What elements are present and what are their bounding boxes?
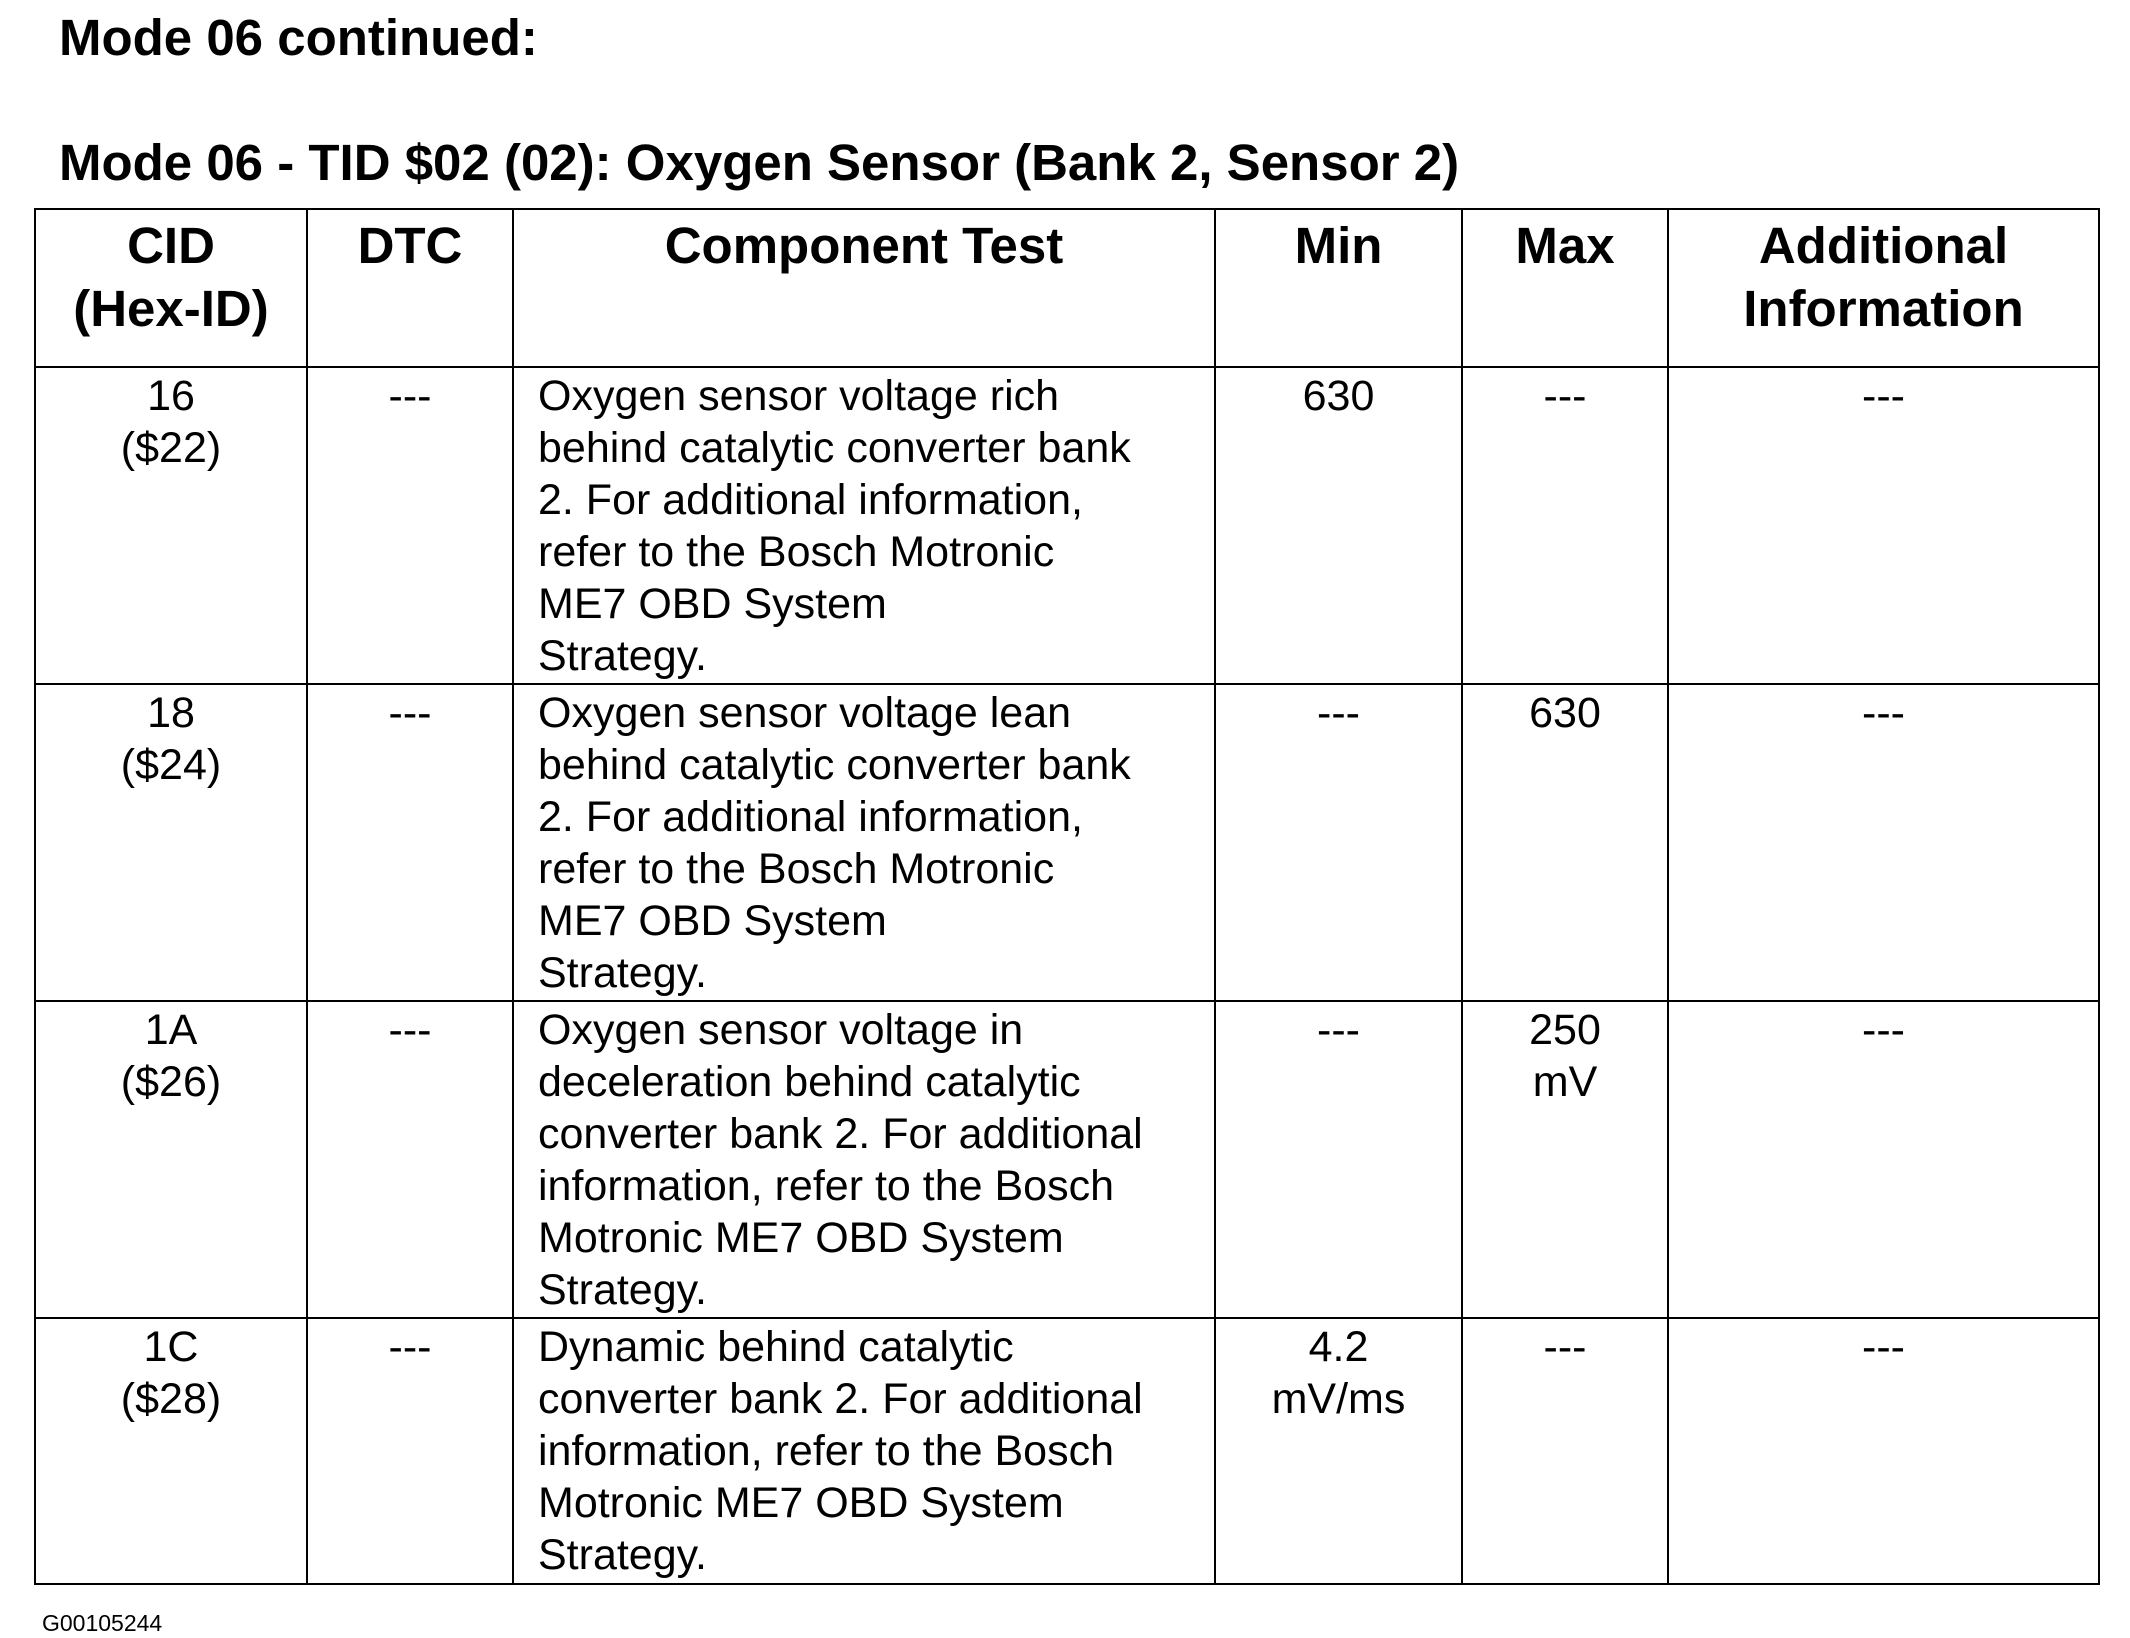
component-test-line: behind catalytic converter bank xyxy=(538,424,1131,472)
cid-cell xyxy=(35,367,307,684)
max-value: --- xyxy=(1543,1323,1587,1371)
min-value: --- xyxy=(1317,689,1360,737)
component-test-line: deceleration behind catalytic xyxy=(538,1058,1081,1106)
min-value: mV/ms xyxy=(1271,1375,1406,1423)
hex-id-value: ($22) xyxy=(120,424,222,472)
table-row xyxy=(35,1001,2099,1318)
dtc-cell: --- xyxy=(307,1001,513,1318)
component-test-line: Strategy. xyxy=(538,632,707,680)
component-test-line: Strategy. xyxy=(538,1266,707,1314)
additional-information-cell: --- xyxy=(1668,1318,2099,1584)
cid-value: 1C xyxy=(143,1323,199,1371)
min-value: 630 xyxy=(1302,372,1375,420)
max-cell xyxy=(1462,1001,1668,1318)
component-test-line: refer to the Bosch Motronic xyxy=(538,528,1055,576)
component-test-cell xyxy=(513,1318,1215,1584)
header-additional-line2: Information xyxy=(1743,280,2024,337)
component-test-line: Dynamic behind catalytic xyxy=(538,1323,1014,1371)
header-cid-line2: (Hex-ID) xyxy=(73,280,269,337)
max-cell xyxy=(1462,684,1668,1001)
component-test-line: converter bank 2. For additional xyxy=(538,1110,1143,1158)
max-value: mV xyxy=(1532,1058,1598,1106)
component-test-line: Strategy. xyxy=(538,949,707,997)
table-row xyxy=(35,1318,2099,1584)
component-test-line: information, refer to the Bosch xyxy=(538,1162,1115,1210)
table-row xyxy=(35,367,2099,684)
header-additional-line1: Additional xyxy=(1758,217,2009,274)
header-min: Min xyxy=(1215,209,1462,367)
additional-information-cell: --- xyxy=(1668,367,2099,684)
header-cid xyxy=(35,209,307,367)
component-test-line: refer to the Bosch Motronic xyxy=(538,845,1055,893)
dtc-cell: --- xyxy=(307,1318,513,1584)
component-test-line: 2. For additional information, xyxy=(538,793,1083,841)
header-max: Max xyxy=(1462,209,1668,367)
additional-information-cell: --- xyxy=(1668,684,2099,1001)
min-cell xyxy=(1215,684,1462,1001)
min-cell xyxy=(1215,1318,1462,1584)
max-cell xyxy=(1462,1318,1668,1584)
component-test-line: Strategy. xyxy=(538,1531,707,1579)
dtc-cell: --- xyxy=(307,684,513,1001)
component-test-line: Motronic ME7 OBD System xyxy=(538,1479,1064,1527)
component-test-line: Motronic ME7 OBD System xyxy=(538,1214,1064,1262)
component-test-line: ME7 OBD System xyxy=(538,897,887,945)
component-test-line: 2. For additional information, xyxy=(538,476,1083,524)
max-value: --- xyxy=(1543,372,1587,420)
min-cell xyxy=(1215,367,1462,684)
component-test-line: converter bank 2. For additional xyxy=(538,1375,1143,1423)
component-test-line: Oxygen sensor voltage in xyxy=(538,1006,1024,1054)
cid-value: 1A xyxy=(144,1006,198,1054)
header-row xyxy=(35,209,2099,367)
component-test-cell xyxy=(513,367,1215,684)
cid-cell xyxy=(35,1001,307,1318)
max-cell xyxy=(1462,367,1668,684)
component-test-cell xyxy=(513,1001,1215,1318)
hex-id-value: ($26) xyxy=(120,1058,222,1106)
cid-value: 18 xyxy=(147,689,195,737)
hex-id-value: ($28) xyxy=(120,1375,222,1423)
header-component-test: Component Test xyxy=(513,209,1215,367)
min-value: --- xyxy=(1317,1006,1360,1054)
header-dtc: DTC xyxy=(307,209,513,367)
component-test-line: Oxygen sensor voltage lean xyxy=(538,689,1072,737)
component-test-line: behind catalytic converter bank xyxy=(538,741,1131,789)
component-test-line: information, refer to the Bosch xyxy=(538,1427,1115,1475)
table-row xyxy=(35,684,2099,1001)
cid-cell xyxy=(35,684,307,1001)
figure-id: G00105244 xyxy=(42,1610,163,1636)
component-test-line: Oxygen sensor voltage rich xyxy=(538,372,1060,420)
component-test-line: ME7 OBD System xyxy=(538,580,887,628)
header-cid-line1: CID xyxy=(127,217,215,274)
max-value: 630 xyxy=(1529,689,1601,737)
continued-heading: Mode 06 continued: xyxy=(59,9,538,66)
max-value: 250 xyxy=(1529,1006,1601,1054)
component-test-cell xyxy=(513,684,1215,1001)
additional-information-cell: --- xyxy=(1668,1001,2099,1318)
header-additional-information xyxy=(1668,209,2099,367)
dtc-cell: --- xyxy=(307,367,513,684)
min-cell xyxy=(1215,1001,1462,1318)
hex-id-value: ($24) xyxy=(120,741,222,789)
min-value: 4.2 xyxy=(1308,1323,1369,1371)
cid-cell xyxy=(35,1318,307,1584)
table-title: Mode 06 - TID $02 (02): Oxygen Sensor (Bank 2, Sensor 2) xyxy=(59,134,1460,191)
mode06-table xyxy=(34,208,2100,1585)
cid-value: 16 xyxy=(147,372,195,420)
